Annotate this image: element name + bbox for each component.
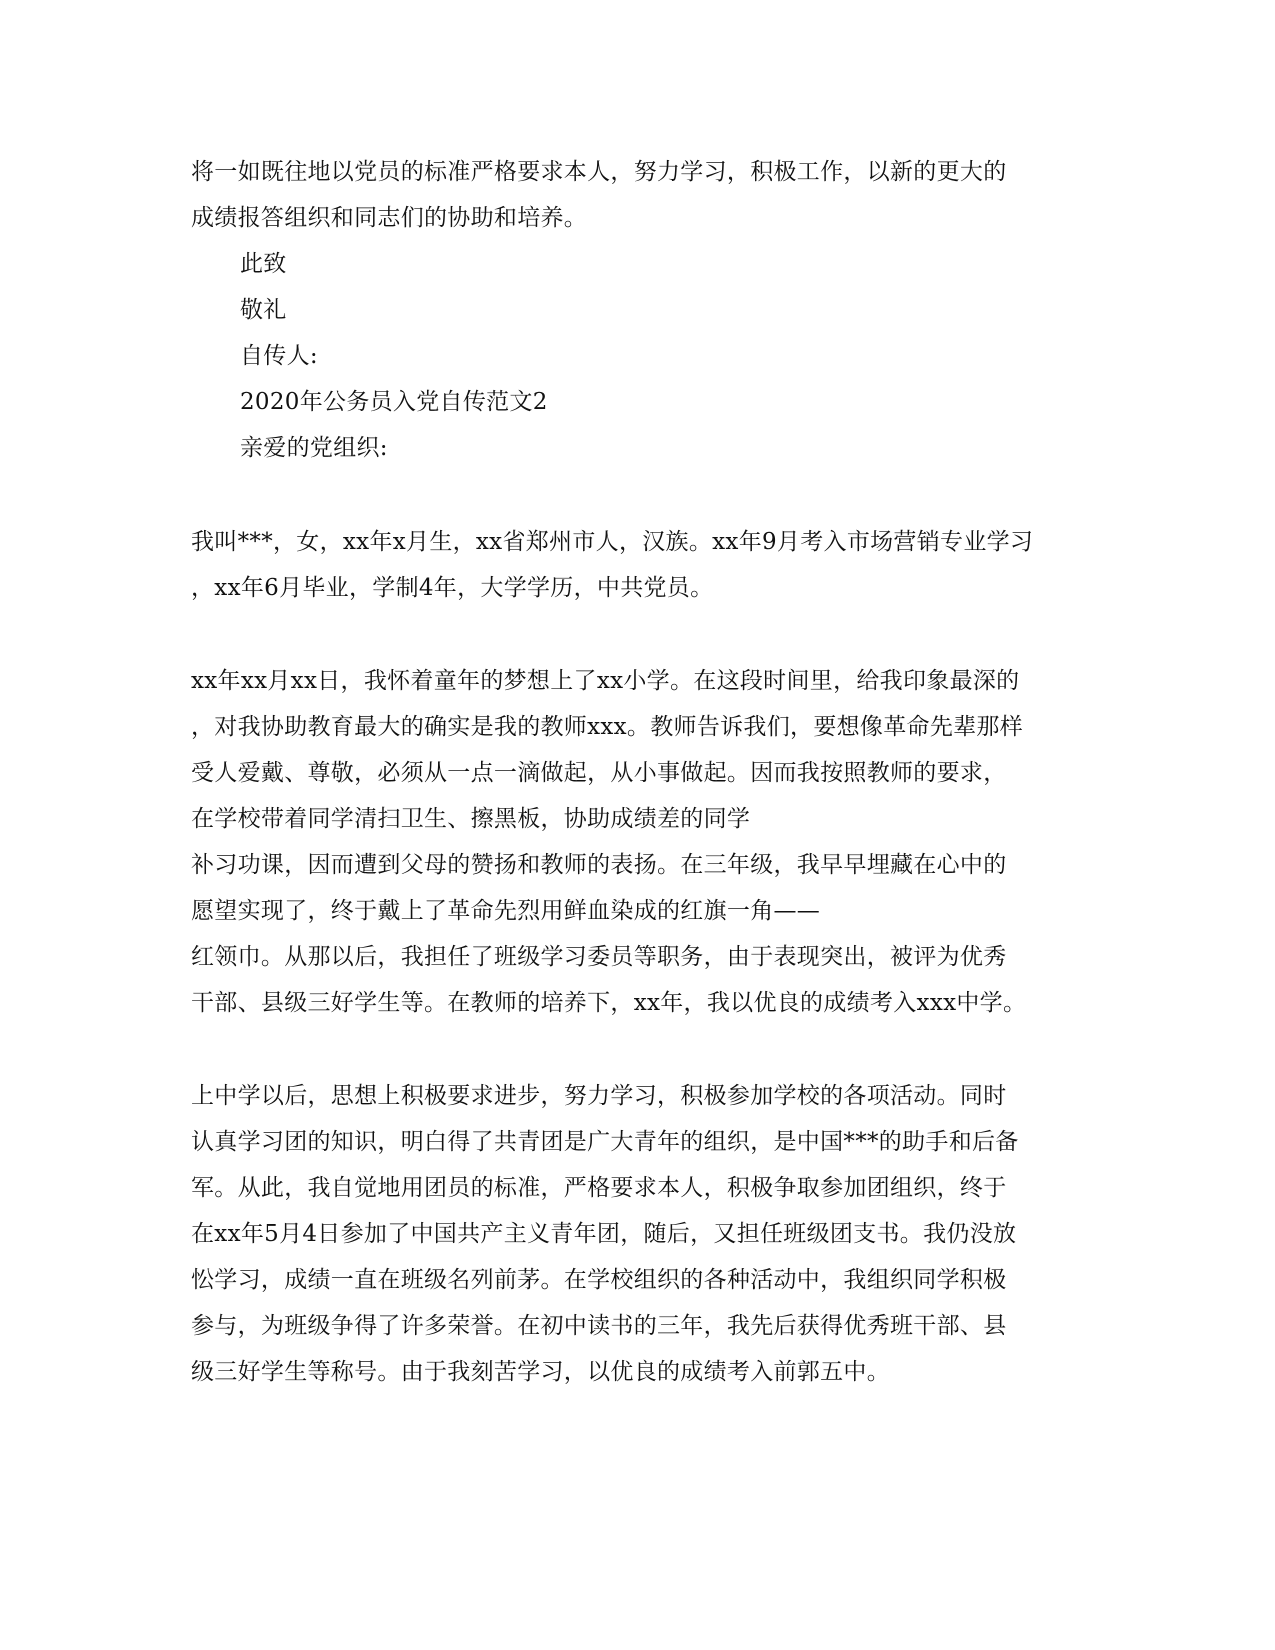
closing-salutation-2: 敬礼	[240, 297, 287, 323]
paragraph-2-line-8: 干部、县级三好学生等。在教师的培养下，xx年，我以优良的成绩考入xxx中学。	[191, 990, 1027, 1016]
intro-line-1: 将一如既往地以党员的标准严格要求本人，努力学习，积极工作，以新的更大的	[191, 159, 1007, 185]
paragraph-2-line-1: xx年xx月xx日，我怀着童年的梦想上了xx小学。在这段时间里，给我印象最深的	[191, 668, 1020, 694]
paragraph-3-line-4: 在xx年5月4日参加了中国共产主义青年团，随后，又担任班级团支书。我仍没放	[191, 1221, 1017, 1247]
section-title: 2020年公务员入党自传范文2	[240, 389, 548, 415]
intro-line-2: 成绩报答组织和同志们的协助和培养。	[191, 205, 588, 231]
paragraph-3-line-6: 参与，为班级争得了许多荣誉。在初中读书的三年，我先后获得优秀班干部、县	[191, 1313, 1007, 1339]
closing-salutation-1: 此致	[240, 251, 287, 277]
paragraph-2-line-4: 在学校带着同学清扫卫生、擦黑板，协助成绩差的同学	[191, 806, 751, 832]
paragraph-2-line-3: 受人爱戴、尊敬，必须从一点一滴做起，从小事做起。因而我按照教师的要求，	[191, 760, 1007, 786]
paragraph-3-line-1: 上中学以后，思想上积极要求进步，努力学习，积极参加学校的各项活动。同时	[191, 1083, 1007, 1109]
paragraph-2-line-7: 红领巾。从那以后，我担任了班级学习委员等职务，由于表现突出，被评为优秀	[191, 944, 1007, 970]
paragraph-2-line-6: 愿望实现了，终于戴上了革命先烈用鲜血染成的红旗一角——	[191, 898, 821, 924]
paragraph-3-line-5: 忪学习，成绩一直在班级名列前茅。在学校组织的各种活动中，我组织同学积极	[191, 1267, 1007, 1293]
paragraph-3-line-3: 军。从此，我自觉地用团员的标准，严格要求本人，积极争取参加团组织，终于	[191, 1175, 1007, 1201]
paragraph-1-line-1: 我叫***，女，xx年x月生，xx省郑州市人，汉族。xx年9月考入市场营销专业学习	[191, 529, 1034, 555]
closing-signature: 自传人:	[240, 343, 318, 369]
greeting: 亲爱的党组织:	[240, 435, 388, 461]
paragraph-2-line-2: ，对我协助教育最大的确实是我的教师xxx。教师告诉我们，要想像革命先辈那样	[191, 714, 1024, 740]
paragraph-3-line-7: 级三好学生等称号。由于我刻苦学习，以优良的成绩考入前郭五中。	[191, 1359, 890, 1385]
paragraph-2-line-5: 补习功课，因而遭到父母的赞扬和教师的表扬。在三年级，我早早埋藏在心中的	[191, 852, 1007, 878]
paragraph-1-line-2: ，xx年6月毕业，学制4年，大学学历，中共党员。	[191, 575, 714, 601]
paragraph-3-line-2: 认真学习团的知识，明白得了共青团是广大青年的组织，是中国***的助手和后备	[191, 1129, 1019, 1155]
